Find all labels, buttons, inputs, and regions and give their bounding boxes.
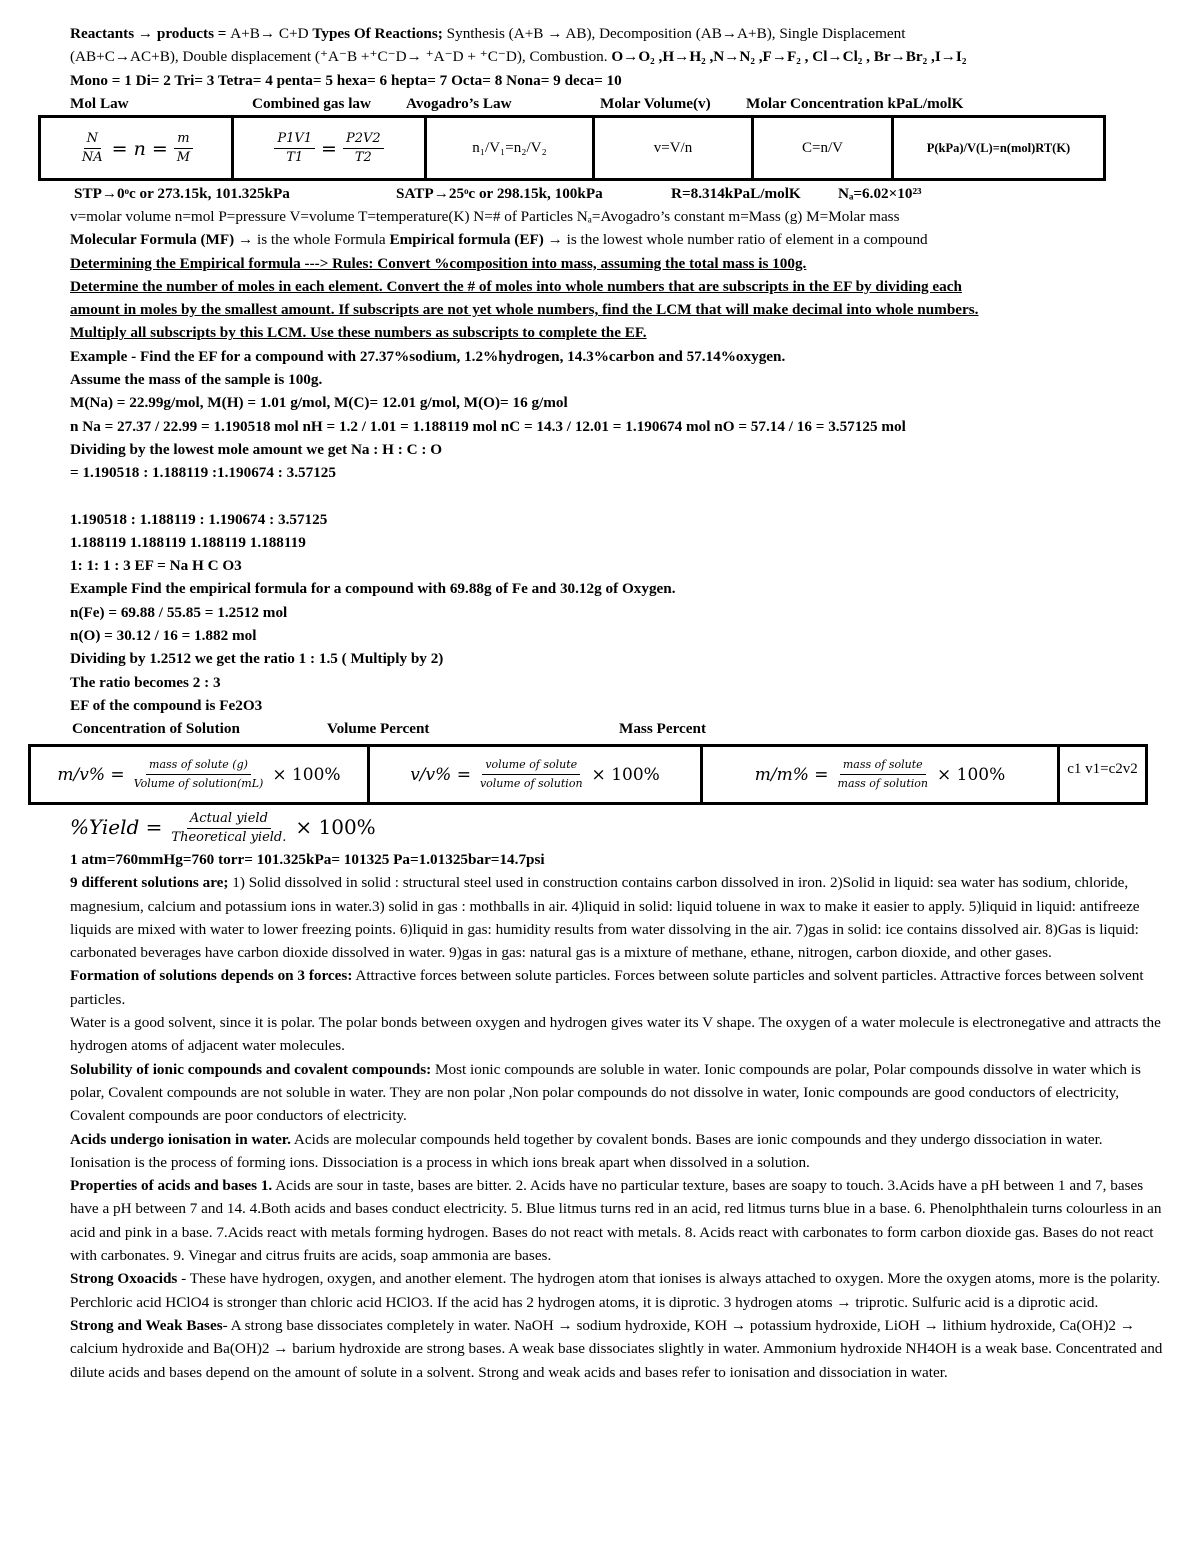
avogadro-cell: n₁/V₁=n₂/V₂: [426, 117, 594, 180]
concentration-heading: Concentration of Solution: [72, 720, 240, 738]
gas-p1v1: P1V1: [274, 130, 315, 149]
properties-label: Properties of acids and bases 1.: [70, 1177, 273, 1195]
mol-M: M: [176, 150, 191, 165]
prefix-line: Mono = 1 Di= 2 Tri= 3 Tetra= 4 penta= 5 hexa= 6 hepta= 7 Octa= 8 Nona= 9 deca= 10: [70, 71, 622, 89]
avogadro-constant: Nₐ=6.02×10²³: [838, 185, 922, 202]
rule-line: Determining the Empirical formula ---> Rules: Convert %composition into mass, assuming the total mass is 100g.: [70, 254, 807, 272]
mol-n: n: [133, 137, 146, 160]
vv-den: volume of solution: [479, 777, 583, 790]
yield-lhs: %Yield =: [70, 815, 163, 840]
example-2-line: n(O) = 30.12 / 16 = 1.882 mol: [70, 627, 257, 645]
example-1-line: Dividing by the lowest mole amount we get Na : H : C : O: [70, 440, 443, 458]
example-1-line: 1.188119 1.188119 1.188119 1.188119: [70, 533, 306, 551]
molar-concentration-heading: Molar Concentration kPaL/molK: [746, 94, 964, 112]
bases-label: Strong and Weak Bases: [70, 1316, 223, 1334]
ef-label: Empirical formula (EF): [389, 231, 544, 249]
gas-t2: T2: [354, 150, 372, 165]
mv-den: Volume of solution(mL): [133, 777, 264, 790]
example-1-line: = 1.190518 : 1.188119 :1.190674 : 3.57125: [70, 464, 336, 482]
reaction-general: A+B→ C+D: [230, 25, 313, 42]
properties-paragraph: [70, 1174, 1165, 1267]
mol-NA: NA: [81, 150, 103, 165]
solubility-label: Solubility of ionic compounds and covalent compounds:: [70, 1060, 432, 1078]
mf-label: Molecular Formula (MF): [70, 231, 235, 249]
yield-tail: × 100%: [295, 815, 376, 840]
yield-num: Actual yield: [187, 810, 271, 829]
types-label: Types Of Reactions;: [312, 25, 443, 42]
solutions-label: 9 different solutions are;: [70, 874, 229, 892]
mol-N: N: [84, 130, 101, 149]
bases-text: - A strong base dissociates completely in water. NaOH → sodium hydroxide, KOH → potassium hydroxide, LiOH → lithium hydroxide, Ca(OH)2 → calcium hydroxide and Ba(OH)2 → barium hydroxide are strong bases. A weak base dissociates slightly in water. Ammonium hydroxide NH4OH is a weak base. Concentrated and dilute acids and bases depend on the amount of solute in a solvent. Strong and weak acids and bases refer to ionisation and dissociation in water.: [70, 1316, 1163, 1381]
formula-defs: [70, 228, 1165, 251]
reactions-line-1: [70, 22, 1165, 45]
example-1-line: Assume the mass of the sample is 100g.: [70, 371, 323, 389]
vv-num: volume of solute: [482, 756, 580, 775]
molar-volume-heading: Molar Volume(v): [600, 94, 711, 112]
example-1-line: 1: 1: 1 : 3 EF = Na H C O3: [70, 557, 242, 575]
document-body: [70, 182, 1165, 740]
mol-law-heading: Mol Law: [70, 94, 129, 112]
mm-num: mass of solute: [840, 756, 926, 775]
gas-t1: T1: [286, 150, 304, 165]
diatomic-list: O→O₂ ,H→H₂ ,N→N₂ ,F→F₂ , Cl→Cl₂ , Br→Br₂ ,I→I₂: [611, 48, 967, 66]
acids-label: Acids undergo ionisation in water.: [70, 1130, 291, 1148]
oxoacids-label: Strong Oxoacids: [70, 1270, 178, 1288]
definitions-line: v=molar volume n=mol P=pressure V=volume T=temperature(K) N=# of Particles Nₐ=Avogadro’s constant m=Mass (g) M=Molar mass: [70, 208, 900, 225]
satp: SATP→25ᵒc or 298.15k, 100kPa: [396, 185, 603, 202]
vv-cell: [369, 746, 702, 804]
vv-tail: × 100%: [591, 764, 660, 785]
yield-formula: [70, 808, 1165, 848]
example-1-line: Example - Find the EF for a compound with 27.37%sodium, 1.2%hydrogen, 14.3%carbon and 57.14%oxygen.: [70, 347, 786, 365]
solutions-paragraph: [70, 871, 1165, 964]
bases-paragraph: [70, 1314, 1165, 1384]
concentration-header: [70, 717, 1165, 740]
solutions-text: 1) Solid dissolved in solid : structural steel used in construction contains carbon dissolved in iron. 2)Solid in liquid: sea water has sodium, chloride, magnesium, calcium and potassium ions in water.3) solid in gas : mothballs in air. 4)liquid in solid: liquid toluene in wax to make it easier to apply. 5)liquid in liquid: antifreeze liquids are mixed with water to lower freezing points. 6)liquid in gas: humidity results from water dissolving in the air. 7)gas in solid: ice contains dissolved air. 8)Gas is liquid: carbonated beverages have carbon dioxide dissolved in water. 9)gas in gas: natural gas is a mixture of methane, ethane, nitrogen, carbon dioxide, and other gases.: [70, 874, 1140, 962]
combined-gas-heading: Combined gas law: [252, 94, 371, 112]
example-2-line: n(Fe) = 69.88 / 55.85 = 1.2512 mol: [70, 603, 288, 621]
dilution-cell: c1 v1=c2v2: [1059, 746, 1147, 804]
example-1-line: [70, 485, 1165, 508]
mv-lhs: m/v% =: [57, 764, 125, 785]
example-2-line: EF of the compound is Fe2O3: [70, 696, 263, 714]
water-paragraph: Water is a good solvent, since it is polar. The polar bonds between oxygen and hydrogen gives water its V shape. The oxygen of a water molecule is electronegative and attracts the hydrogen atoms of adjacent water molecules.: [70, 1014, 1161, 1055]
constants-line: [70, 182, 1165, 205]
example-2-line: Dividing by 1.2512 we get the ratio 1 : 1.5 ( Multiply by 2): [70, 650, 444, 668]
solubility-paragraph: [70, 1058, 1165, 1128]
rule-line: amount in moles by the smallest amount. If subscripts are not yet whole numbers, find the LCM that will make decimal into whole numbers.: [70, 301, 979, 319]
combined-gas-cell: $\frac{P1V1}{T1}$ = $\frac{P2V2}{T2}$: [233, 117, 426, 180]
example-2-line: Example Find the empirical formula for a compound with 69.88g of Fe and 30.12g of Oxygen.: [70, 580, 676, 598]
laws-header: [70, 92, 1165, 115]
document-page: [70, 22, 1165, 115]
mf-text: → is the whole Formula: [234, 231, 390, 249]
gas-constant: R=8.314kPaL/molK: [671, 185, 801, 202]
reactants-label: Reactants → products =: [70, 25, 231, 42]
rule-line: Multiply all subscripts by this LCM. Use these numbers as subscripts to complete the EF.: [70, 324, 647, 342]
mm-den: mass of solution: [837, 777, 928, 790]
rule-line: Determine the number of moles in each element. Convert the # of moles into whole numbers that are subscripts in the EF by dividing each: [70, 277, 962, 295]
mass-percent-heading: Mass Percent: [619, 720, 707, 738]
example-2-line: The ratio becomes 2 : 3: [70, 673, 221, 691]
vv-lhs: v/v% =: [410, 764, 471, 785]
types-text: Synthesis (A+B → AB), Decomposition (AB→A+B), Single Displacement: [442, 25, 906, 42]
concentration-table: [28, 744, 1148, 805]
acids-paragraph: [70, 1128, 1165, 1175]
example-1-line: M(Na) = 22.99g/mol, M(H) = 1.01 g/mol, M(C)= 12.01 g/mol, M(O)= 16 g/mol: [70, 394, 568, 412]
reactions-line-2: [70, 45, 1165, 68]
mol-m: m: [174, 130, 192, 149]
mol-law-cell: $\frac{N}{NA}$ = n = $\frac{m}{M}$: [40, 117, 233, 180]
example-1-line: n Na = 27.37 / 22.99 = 1.190518 mol nH = 1.2 / 1.01 = 1.188119 mol nC = 14.3 / 12.01 = 1.190674 mol nO = 57.14 / 16 = 3.57125 mol: [70, 417, 906, 435]
molar-volume-cell: v=V/n: [594, 117, 753, 180]
molar-concentration-cell: C=n/V: [753, 117, 893, 180]
gas-p2v2: P2V2: [343, 130, 384, 149]
stp: STP→0ᵒc or 273.15k, 101.325kPa: [74, 185, 290, 202]
mv-num: mass of solute (g): [146, 756, 251, 775]
pressure-conversions: 1 atm=760mmHg=760 torr= 101.325kPa= 101325 Pa=1.01325bar=14.7psi: [70, 851, 545, 868]
formation-text: Attractive forces between solute particles. Forces between solute particles and solvent particles. Attractive forces between solvent particles.: [70, 967, 1144, 1008]
formation-paragraph: [70, 964, 1165, 1011]
avogadro-heading: Avogadro’s Law: [406, 94, 512, 112]
formation-label: Formation of solutions depends on 3 forces:: [70, 967, 353, 985]
solubility-text: Most ionic compounds are soluble in water. Ionic compounds are polar, Polar compounds dissolve in water which is polar, Covalent compounds are not soluble in water. They are non polar ,Non polar compounds do not dissolve in water, Ionic compounds are good conductors of electricity, Covalent compounds are poor conductors of electricity.: [70, 1060, 1141, 1125]
mm-lhs: m/m% =: [754, 764, 829, 785]
volume-percent-heading: Volume Percent: [327, 720, 430, 738]
laws-table: [38, 115, 1106, 181]
ef-text: → is the lowest whole number ratio of element in a compound: [543, 231, 928, 249]
displacement-text: (AB+C→AC+B), Double displacement (⁺A⁻B +⁺C⁻D→ ⁺A⁻D + ⁺C⁻D), Combustion.: [70, 48, 612, 66]
mv-tail: × 100%: [272, 764, 341, 785]
oxoacids-text: - These have hydrogen, oxygen, and another element. The hydrogen atom that ionises is always attached to oxygen. More the oxygen atoms, more is the polarity. Perchloric acid HClO4 is stronger than chloric acid HClO3. If the acid has 2 hydrogen atoms, it is diprotic. 3 hydrogen atoms → triprotic. Sulfuric acid is a diprotic acid.: [70, 1270, 1161, 1311]
yield-den: Theoretical yield.: [171, 829, 287, 845]
oxoacids-paragraph: [70, 1267, 1165, 1314]
mv-cell: [30, 746, 369, 804]
document-body-lower: [70, 808, 1165, 1384]
example-1-line: 1.190518 : 1.188119 : 1.190674 : 3.57125: [70, 510, 328, 528]
mm-cell: [702, 746, 1059, 804]
mm-tail: × 100%: [937, 764, 1006, 785]
ideal-gas-cell: P(kPa)/V(L)=n(mol)RT(K): [893, 117, 1105, 180]
properties-text: Acids are sour in taste, bases are bitter. 2. Acids have no particular texture, bases are soapy to touch. 3.Acids have a pH between 1 and 7, bases have a pH between 7 and 14. 4.Both acids and bases conduct electricity. 5. Blue litmus turns red in an acid, red litmus turns blue in a base. 6. Phenolphthalein turns colourless in an acid and pink in a base. 7.Acids react with metals forming hydrogen. Bases do not react with metals. 8. Acids react with carbonates to form carbon dioxide gas. Bases do not react with carbonates. 9. Vinegar and citrus fruits are acids, soap ammonia are bases.: [70, 1177, 1162, 1265]
acids-text: Acids are molecular compounds held together by covalent bonds. Bases are ionic compounds and they undergo dissociation in water. Ionisation is the process of forming ions. Dissociation is a process in which ions break apart when dissolved in a solution.: [70, 1130, 1103, 1171]
